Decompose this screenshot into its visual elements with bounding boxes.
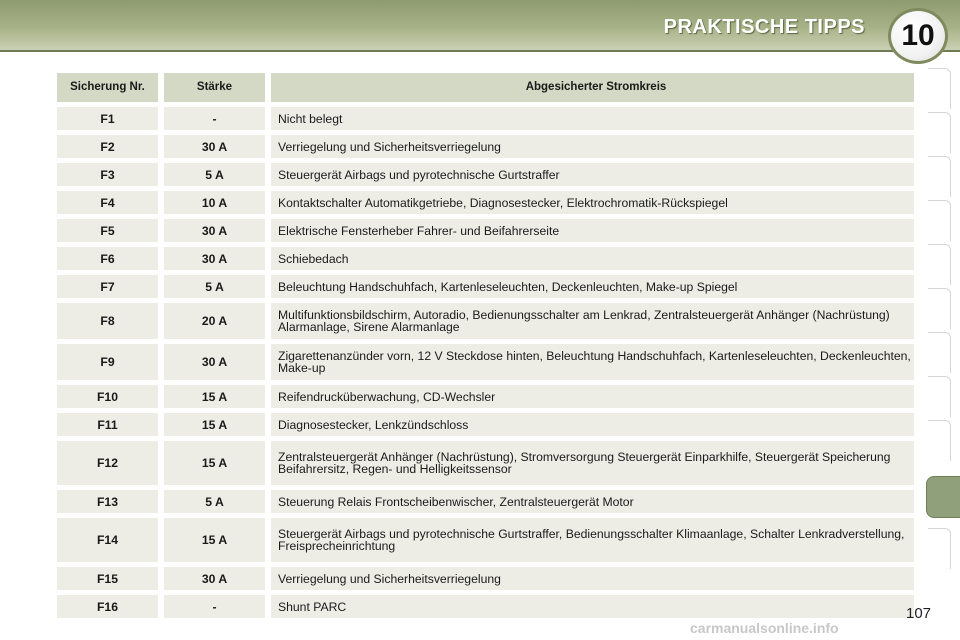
table-row — [57, 303, 914, 339]
chapter-tab[interactable] — [928, 376, 951, 417]
fuse-amperage: 20 A — [164, 303, 271, 339]
fuse-amperage: 5 A — [164, 490, 271, 513]
chapter-number-badge: 10 — [888, 8, 948, 64]
fuse-circuit: Verriegelung und Sicherheitsverriegelung — [271, 135, 914, 158]
fuse-amperage: - — [164, 595, 271, 618]
table-row — [57, 163, 914, 186]
column-header-fuse-number: Sicherung Nr. — [57, 73, 164, 102]
table-header-row — [57, 73, 914, 102]
fuse-circuit: Kontaktschalter Automatikgetriebe, Diagnosestecker, Elektrochromatik-Rückspiegel — [271, 191, 914, 214]
column-header-circuit: Abgesicherter Stromkreis — [271, 73, 914, 102]
fuse-circuit: Elektrische Fensterheber Fahrer- und Beifahrerseite — [271, 219, 914, 242]
fuse-amperage: 30 A — [164, 344, 271, 380]
chapter-tab-strip — [928, 68, 952, 573]
fuse-circuit: Nicht belegt — [271, 107, 914, 130]
chapter-tab[interactable] — [928, 528, 951, 569]
table-row — [57, 219, 914, 242]
chapter-tab[interactable] — [928, 244, 951, 285]
fuse-circuit: Zigarettenanzünder vorn, 12 V Steckdose hinten, Beleuchtung Handschuhfach, Kartenleseleuchten, Deckenleuchten, Make-up — [271, 344, 914, 380]
chapter-tab[interactable] — [928, 420, 951, 461]
fuse-number: F3 — [57, 163, 164, 186]
page-number: 107 — [906, 605, 932, 622]
table-row — [57, 595, 914, 618]
table-row — [57, 490, 914, 513]
table-row — [57, 413, 914, 436]
fuse-number: F4 — [57, 191, 164, 214]
table-row — [57, 275, 914, 298]
fuse-circuit: Verriegelung und Sicherheitsverriegelung — [271, 567, 914, 590]
fuse-amperage: 30 A — [164, 567, 271, 590]
fuse-number: F12 — [57, 441, 164, 485]
fuse-amperage: - — [164, 107, 271, 130]
fuse-number: F11 — [57, 413, 164, 436]
fuse-table — [57, 68, 914, 623]
fuse-circuit: Steuergerät Airbags und pyrotechnische Gurtstraffer, Bedienungsschalter Klimaanlage, Schalter Lenkradverstellung, Freisprecheinrichtung — [271, 518, 914, 562]
column-header-amperage: Stärke — [164, 73, 271, 102]
chapter-tab[interactable] — [928, 156, 951, 197]
chapter-tab[interactable] — [928, 68, 951, 109]
fuse-number: F1 — [57, 107, 164, 130]
banner-divider — [0, 50, 960, 52]
fuse-circuit: Beleuchtung Handschuhfach, Kartenleseleuchten, Deckenleuchten, Make-up Spiegel — [271, 275, 914, 298]
fuse-circuit: Zentralsteuergerät Anhänger (Nachrüstung), Stromversorgung Steuergerät Einparkhilfe, Steuergerät Speicherung Beifahrersitz, Regen- und Helligkeitssensor — [271, 441, 914, 485]
chapter-tab[interactable] — [928, 200, 951, 241]
table-row — [57, 191, 914, 214]
fuse-number: F10 — [57, 385, 164, 408]
table-row — [57, 344, 914, 380]
table-row — [57, 441, 914, 485]
table-row — [57, 107, 914, 130]
table-row — [57, 518, 914, 562]
fuse-amperage: 30 A — [164, 219, 271, 242]
fuse-amperage: 30 A — [164, 135, 271, 158]
fuse-number: F8 — [57, 303, 164, 339]
fuse-amperage: 5 A — [164, 163, 271, 186]
fuse-amperage: 10 A — [164, 191, 271, 214]
fuse-circuit: Schiebedach — [271, 247, 914, 270]
chapter-tab[interactable] — [928, 332, 951, 373]
chapter-tab[interactable] — [928, 112, 951, 153]
fuse-circuit: Steuergerät Airbags und pyrotechnische Gurtstraffer — [271, 163, 914, 186]
chapter-tab[interactable] — [928, 288, 951, 329]
fuse-number: F6 — [57, 247, 164, 270]
table-row — [57, 247, 914, 270]
table-row — [57, 385, 914, 408]
fuse-circuit: Shunt PARC — [271, 595, 914, 618]
chapter-tab-active[interactable] — [926, 476, 960, 518]
fuse-amperage: 5 A — [164, 275, 271, 298]
fuse-amperage: 15 A — [164, 441, 271, 485]
fuse-circuit: Steuerung Relais Frontscheibenwischer, Zentralsteuergerät Motor — [271, 490, 914, 513]
table-row — [57, 567, 914, 590]
fuse-number: F5 — [57, 219, 164, 242]
fuse-number: F15 — [57, 567, 164, 590]
fuse-number: F13 — [57, 490, 164, 513]
fuse-number: F14 — [57, 518, 164, 562]
fuse-circuit: Diagnosestecker, Lenkzündschloss — [271, 413, 914, 436]
fuse-amperage: 15 A — [164, 518, 271, 562]
fuse-amperage: 15 A — [164, 413, 271, 436]
fuse-number: F2 — [57, 135, 164, 158]
watermark: carmanualsonline.info — [690, 620, 839, 636]
fuse-number: F7 — [57, 275, 164, 298]
fuse-circuit: Reifendrucküberwachung, CD-Wechsler — [271, 385, 914, 408]
fuse-number: F16 — [57, 595, 164, 618]
fuse-amperage: 15 A — [164, 385, 271, 408]
table-row — [57, 135, 914, 158]
chapter-title: PRAKTISCHE TIPPS — [663, 16, 865, 38]
fuse-number: F9 — [57, 344, 164, 380]
fuse-amperage: 30 A — [164, 247, 271, 270]
fuse-circuit: Multifunktionsbildschirm, Autoradio, Bedienungsschalter am Lenkrad, Zentralsteuergerät Anhänger (Nachrüstung) Alarmanlage, Sirene Alarmanlage — [271, 303, 914, 339]
